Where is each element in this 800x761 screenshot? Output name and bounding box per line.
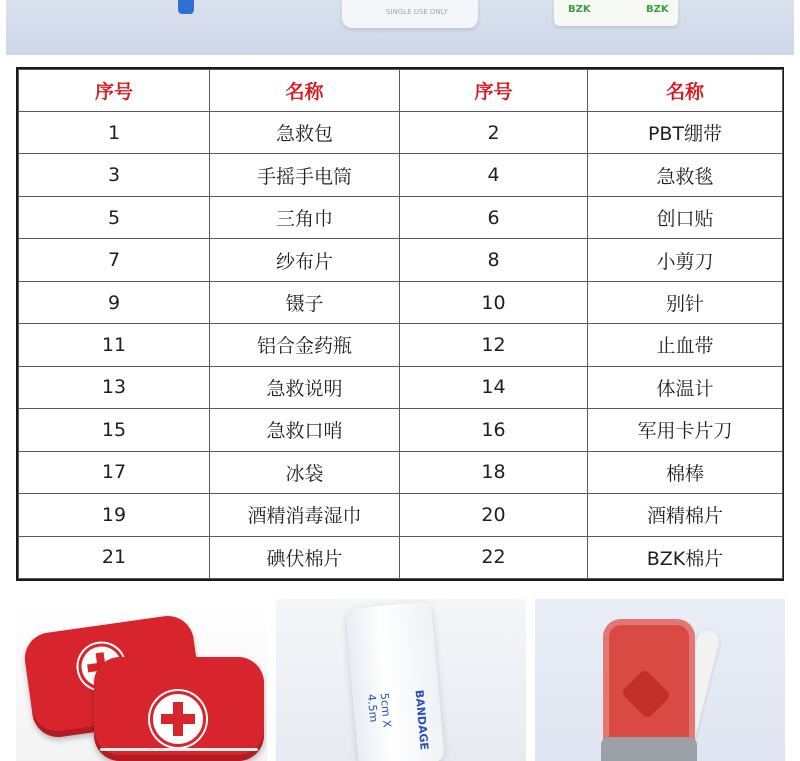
item-number: 1 [19,112,210,154]
flashlight-head [601,737,697,761]
item-name: BZK棉片 [588,536,783,578]
table-row [19,366,783,408]
flashlight-photo [535,599,785,761]
item-number: 16 [400,409,588,451]
top-photo-strip [6,0,794,55]
bandage-roll [345,602,445,761]
item-number: 15 [19,409,210,451]
header-number: 序号 [400,70,588,112]
bandage-label [364,689,431,758]
item-name: 碘伏棉片 [210,536,400,578]
bandage-label-title: BANDAGE [412,689,431,751]
first-aid-bag-photo [16,599,267,761]
item-name: 急救口哨 [210,409,400,451]
item-number: 9 [19,281,210,323]
item-number: 5 [19,196,210,238]
wipe-packet [342,0,478,28]
header-name: 名称 [210,70,400,112]
hand-crank-flashlight [603,619,695,761]
table-row [19,324,783,366]
zipper [100,748,258,751]
item-name: 体温计 [588,366,783,408]
item-name: 酒精棉片 [588,494,783,536]
item-number: 12 [400,324,588,366]
table-row [19,196,783,238]
table-row [19,239,783,281]
item-number: 10 [400,281,588,323]
bandage-label-size: 5cm X 4.5m [364,692,394,729]
bandage-photo [276,599,526,761]
item-name: 镊子 [210,281,400,323]
item-name: 创口贴 [588,196,783,238]
table-row [19,536,783,578]
packet-text: SINGLE USE ONLY [386,8,448,16]
item-number: 21 [19,536,210,578]
bzk-mark: BZK [568,4,591,15]
item-name: 纱布片 [210,239,400,281]
table-row [19,451,783,493]
item-number: 3 [19,154,210,196]
item-number: 11 [19,324,210,366]
item-name: 酒精消毒湿巾 [210,494,400,536]
item-name: 手摇手电筒 [210,154,400,196]
table-row [19,154,783,196]
item-number: 7 [19,239,210,281]
table-row [19,112,783,154]
item-name: 棉棒 [588,451,783,493]
bzk-packet [554,0,678,26]
item-name: 止血带 [588,324,783,366]
item-name: 急救说明 [210,366,400,408]
crank-knob [621,669,672,720]
item-number: 13 [19,366,210,408]
item-number: 14 [400,366,588,408]
item-number: 8 [400,239,588,281]
item-name: 铝合金药瓶 [210,324,400,366]
table-row [19,494,783,536]
item-number: 19 [19,494,210,536]
item-number: 2 [400,112,588,154]
medical-cross-icon [150,691,206,747]
header-name: 名称 [588,70,783,112]
item-number: 6 [400,196,588,238]
item-name: 别针 [588,281,783,323]
item-number: 4 [400,154,588,196]
red-case [94,657,264,761]
header-number: 序号 [19,70,210,112]
table-row [19,409,783,451]
item-name: 三角巾 [210,196,400,238]
contents-table [16,67,784,581]
blue-item [178,0,194,14]
item-name: 急救包 [210,112,400,154]
item-number: 18 [400,451,588,493]
item-name: 急救毯 [588,154,783,196]
item-name: 军用卡片刀 [588,409,783,451]
item-number: 22 [400,536,588,578]
item-name: PBT绷带 [588,112,783,154]
item-number: 20 [400,494,588,536]
item-number: 17 [19,451,210,493]
item-name: 冰袋 [210,451,400,493]
bzk-mark: BZK [646,4,669,15]
table-header-row [19,70,783,112]
table-row [19,281,783,323]
item-name: 小剪刀 [588,239,783,281]
